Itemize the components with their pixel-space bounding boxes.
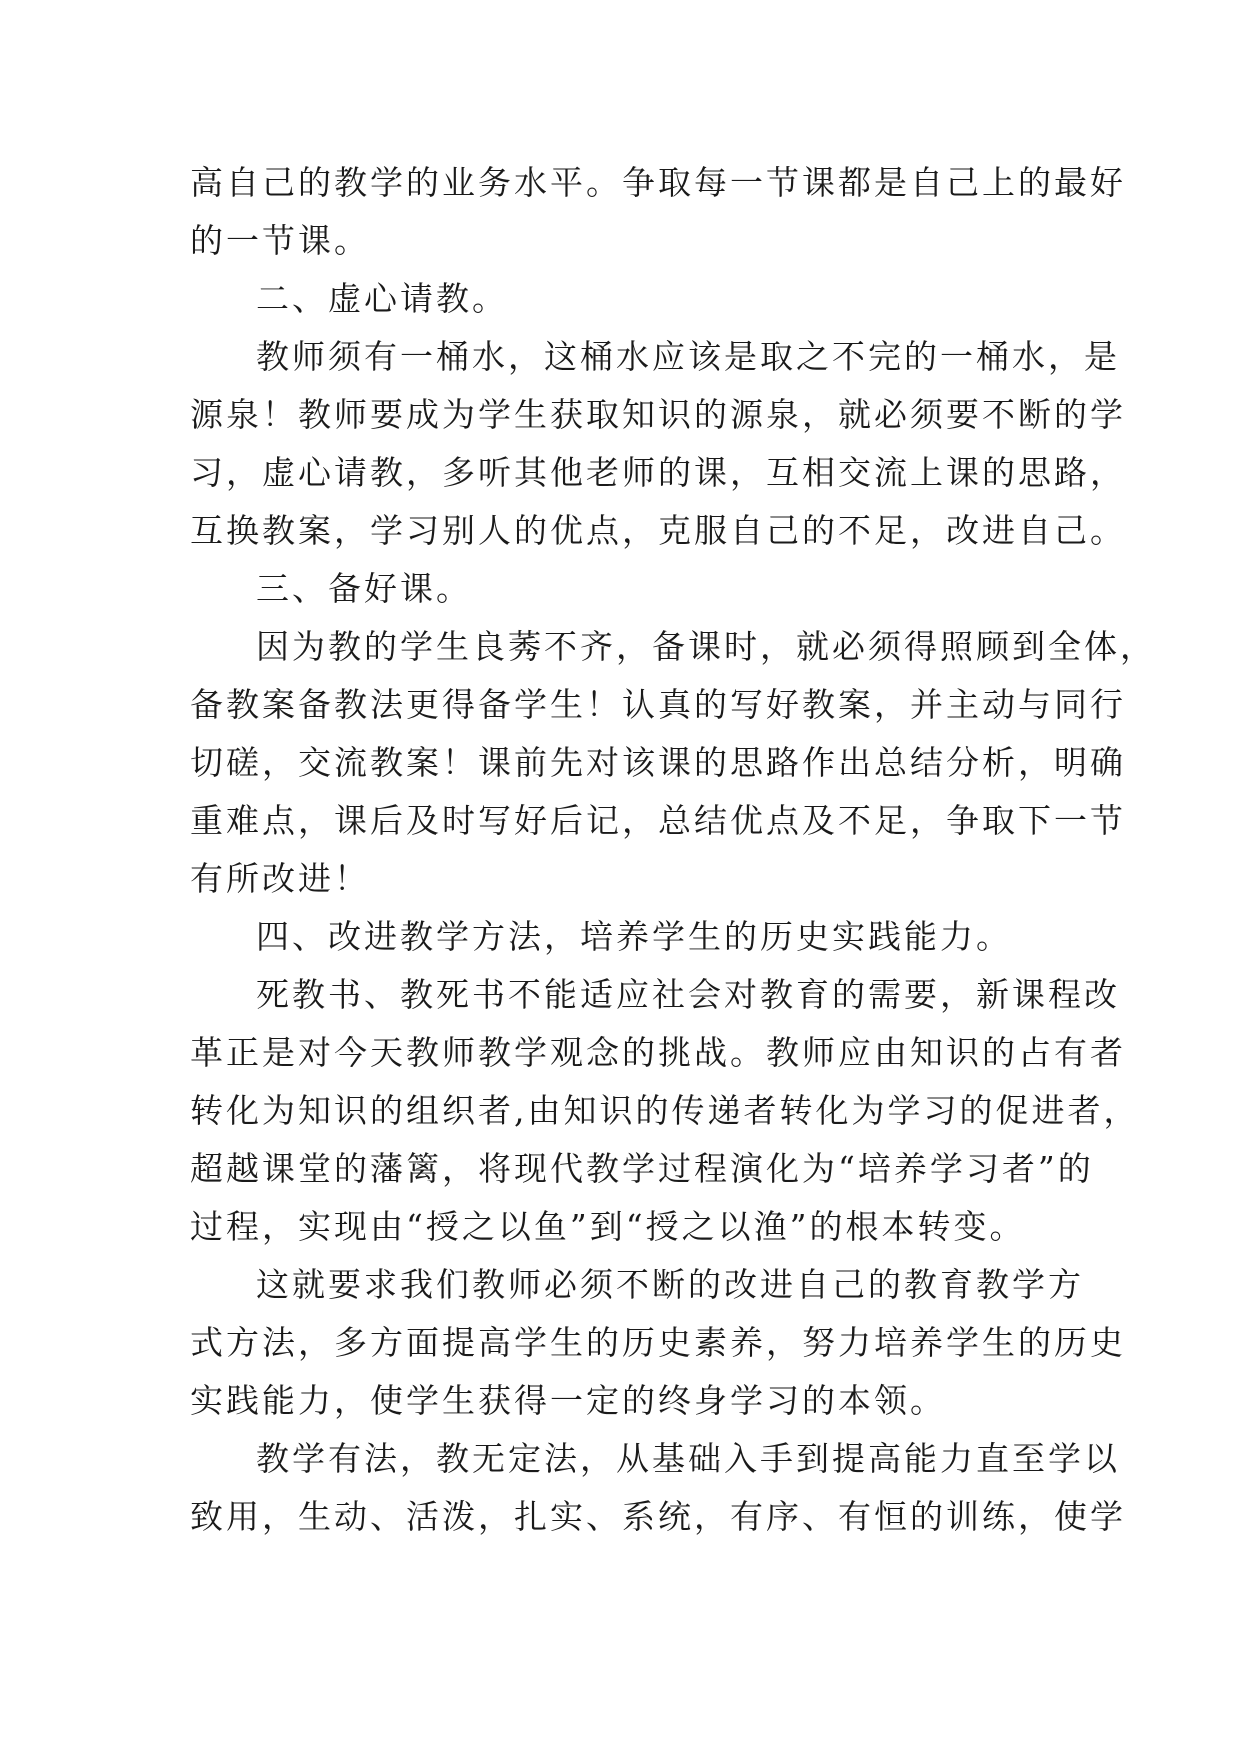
text-line: 教师须有一桶水，这桶水应该是取之不完的一桶水，是 bbox=[256, 337, 1120, 376]
text-line: 因为教的学生良莠不齐，备课时，就必须得照顾到全体， bbox=[256, 627, 1156, 666]
text-line: 二、虚心请教。 bbox=[256, 279, 508, 318]
text-line: 实践能力，使学生获得一定的终身学习的本领。 bbox=[190, 1381, 946, 1420]
text-line: 死教书、教死书不能适应社会对教育的需要，新课程改 bbox=[256, 975, 1120, 1014]
text-line: 过程，实现由“授之以鱼”到“授之以渔”的根本转变。 bbox=[190, 1207, 1026, 1246]
document-body bbox=[190, 154, 1156, 1546]
text-line: 革正是对今天教师教学观念的挑战。教师应由知识的占有者 bbox=[190, 1033, 1126, 1072]
text-line: 习，虚心请教，多听其他老师的课，互相交流上课的思路， bbox=[190, 453, 1126, 492]
text-line: 切磋，交流教案！课前先对该课的思路作出总结分析，明确 bbox=[190, 743, 1126, 782]
text-line: 重难点，课后及时写好后记，总结优点及不足，争取下一节 bbox=[190, 801, 1126, 840]
text-line: 超越课堂的藩篱，将现代教学过程演化为“培养学习者”的 bbox=[190, 1149, 1094, 1188]
text-line: 源泉！教师要成为学生获取知识的源泉，就必须要不断的学 bbox=[190, 395, 1126, 434]
text-line: 备教案备教法更得备学生！认真的写好教案，并主动与同行 bbox=[190, 685, 1126, 724]
text-line: 的一节课。 bbox=[190, 221, 370, 260]
text-line: 转化为知识的组织者,由知识的传递者转化为学习的促进者， bbox=[190, 1091, 1140, 1130]
text-line: 有所改进！ bbox=[190, 859, 370, 898]
text-line: 互换教案，学习别人的优点，克服自己的不足，改进自己。 bbox=[190, 511, 1126, 550]
text-line: 四、改进教学方法，培养学生的历史实践能力。 bbox=[256, 917, 1012, 956]
text-line: 三、备好课。 bbox=[256, 569, 472, 608]
text-line: 这就要求我们教师必须不断的改进自己的教育教学方 bbox=[256, 1265, 1084, 1304]
text-line: 高自己的教学的业务水平。争取每一节课都是自己上的最好 bbox=[190, 163, 1126, 202]
text-line: 教学有法，教无定法，从基础入手到提高能力直至学以 bbox=[256, 1439, 1120, 1478]
text-line: 致用，生动、活泼，扎实、系统，有序、有恒的训练，使学 bbox=[190, 1497, 1126, 1536]
text-line: 式方法，多方面提高学生的历史素养，努力培养学生的历史 bbox=[190, 1323, 1126, 1362]
